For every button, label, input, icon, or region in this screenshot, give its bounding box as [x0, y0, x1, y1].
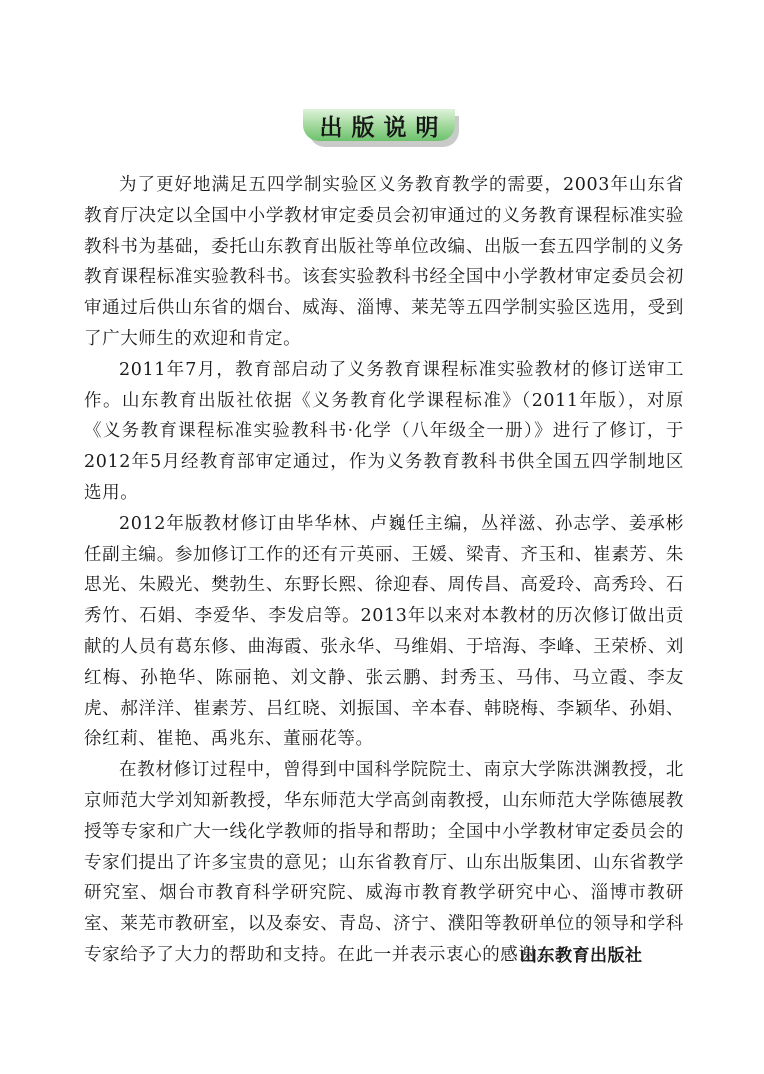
body-text [84, 170, 684, 971]
paragraph-2: 2011年7月，教育部启动了义务教育课程标准实验教材的修订送审工作。山东教育出版社依据《义务教育化学课程标准》（2011年版），对原《义务教育课程标准实验教科书·化学（八年级全一册）》进行了修订，于2012年5月经教育部审定通过，作为义务教育教科书供全国五四学制地区选用。 [84, 359, 684, 503]
paragraph-4: 在教材修订过程中，曾得到中国科学院院士、南京大学陈洪渊教授，北京师范大学刘知新教授，华东师范大学高剑南教授，山东师范大学陈德展教授等专家和广大一线化学教师的指导和帮助；全国中小学教材审定委员会的专家们提出了许多宝贵的意见；山东省教育厅、山东出版集团、山东省教学研究室、烟台市教育科学研究院、威海市教育教学研究中心、淄博市教研室、莱芜市教研室，以及泰安、青岛、济宁、濮阳等教研单位的领导和学科专家给予了大力的帮助和支持。在此一并表示衷心的感谢。 [84, 760, 684, 965]
paragraph-1: 为了更好地满足五四学制实验区义务教育教学的需要，2003年山东省教育厅决定以全国中小学教材审定委员会初审通过的义务教育课程标准实验教科书为基础，委托山东教育出版社等单位改编、出版一套五四学制的义务教育课程标准实验教科书。该套实验教科书经全国中小学教材审定委员会初审通过后供山东省的烟台、威海、淄博、莱芜等五四学制实验区选用，受到了广大师生的欢迎和肯定。 [84, 175, 684, 349]
page-title: 出版说明 [319, 114, 448, 141]
paragraph-3: 2012年版教材修订由毕华林、卢巍任主编，丛祥滋、孙志学、姜承彬任副主编。参加修订工作的还有亓英丽、王媛、梁青、齐玉和、崔素芳、朱思光、朱殿光、樊勃生、东野长熙、徐迎春、周传昌、高爱玲、高秀玲、石秀竹、石娟、李爱华、李发启等。2013年以来对本教材的历次修订做出贡献的人员有葛东修、曲海霞、张永华、马维娟、于培海、李峰、王荣桥、刘红梅、孙艳华、陈丽艳、刘文静、张云鹏、封秀玉、马伟、马立霞、李友虎、郝洋洋、崔素芳、吕红晓、刘振国、辛本春、韩晓梅、李颖华、孙娟、徐红莉、崔艳、禹兆东、董丽花等。 [84, 513, 684, 750]
title-banner [303, 109, 459, 147]
publisher-signature: 山东教育出版社 [520, 946, 643, 966]
title-banner-bar [303, 109, 455, 141]
